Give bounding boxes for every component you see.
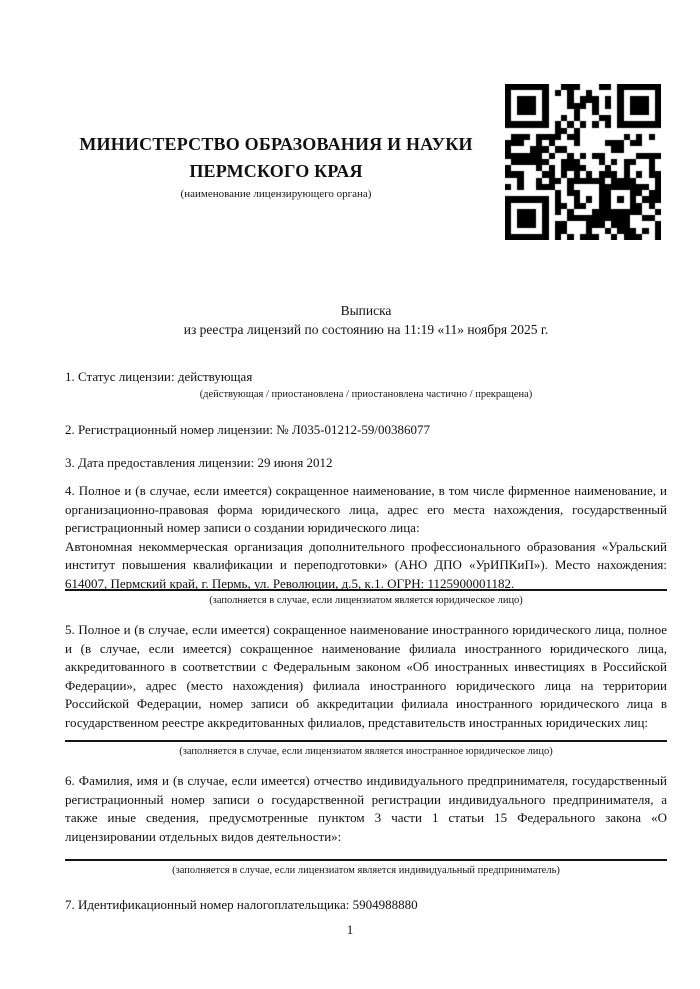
item-4-fill-caption: (заполняется в случае, если лицензиатом является юридическое лицо) [209,595,523,606]
item-6-individual-entrepreneur: 6. Фамилия, имя и (в случае, если имеется) отчество индивидуального предпринимателя, государственный регистрационный номер записи о государственной регистрации индивидуального предпринимателя, а также иные сведения, предусмотренные пунктом 3 части 1 статьи 15 Федерального закона «О лицензировании отдельных видов деятельности»: [65,773,667,844]
item-3-grant-date: 3. Дата предоставления лицензии: 29 июня 2012 [65,455,333,470]
item-5-fill-caption: (заполняется в случае, если лицензиатом является иностранное юридическое лицо) [179,746,553,757]
ministry-name-line1: МИНИСТЕРСТВО ОБРАЗОВАНИЯ И НАУКИ [79,134,473,154]
item-2-registration-number: 2. Регистрационный номер лицензии: № Л035-01212-59/00386077 [65,422,431,437]
page-number: 1 [346,922,354,937]
item-4-form-text: 4. Полное и (в случае, если имеется) сокращенное наименование, в том числе фирменное наименование, и организационно-правовая форма юридического лица, адрес его места нахождения, государственный регистрационный номер записи о создании юридического лица: [65,483,667,536]
item-6-fill-caption: (заполняется в случае, если лицензиатом является индивидуальный предприниматель) [172,865,560,876]
issuing-authority-header [60,131,492,201]
item-1-license-status: 1. Статус лицензии: действующая [65,369,253,384]
item-7-taxpayer-id: 7. Идентификационный номер налогоплательщика: 5904988880 [65,897,418,912]
document-title [65,301,667,339]
item-4-legal-entity [65,482,667,594]
item-5-foreign-entity: 5. Полное и (в случае, если имеется) сокращенное наименование иностранного юридического лица, полное и (в случае, если имеется) сокращенное наименование филиала иностранного юридического лица, аккредитованного в соответствии с Федеральным законом «Об иностранных инвестициях в Российской Федерации», адрес (место нахождения) филиала иностранного юридического лица на территории Российской Федерации, номер записи об аккредитации филиала иностранного юридического лица в государственном реестре аккредитованных филиалов, представительств иностранных юридических лиц: [65,622,667,730]
issuing-authority-caption: (наименование лицензирующего органа) [180,188,372,200]
item-6-fill-line [65,859,667,861]
document-title-line1: Выписка [340,303,392,318]
item-4-fill-line [65,589,667,591]
ministry-name-line2: ПЕРМСКОГО КРАЯ [189,161,363,181]
qr-code [505,84,661,240]
document-title-line2: из реестра лицензий по состоянию на 11:19 «11» ноября 2025 г. [183,322,549,337]
item-1-status-options-caption: (действующая / приостановлена / приостановлена частично / прекращена) [199,389,533,400]
item-5-fill-line [65,740,667,742]
item-4-licensee-value: Автономная некоммерческая организация дополнительного профессионального образования «Уральский институт повышения квалификации и переподготовки» (АНО ДПО «УрИПКиП»). Место нахождения: 614007, Пермский край, г. Пермь, ул. Революции, д.5, к.1. ОГРН: 1125900001182. [65,538,667,591]
